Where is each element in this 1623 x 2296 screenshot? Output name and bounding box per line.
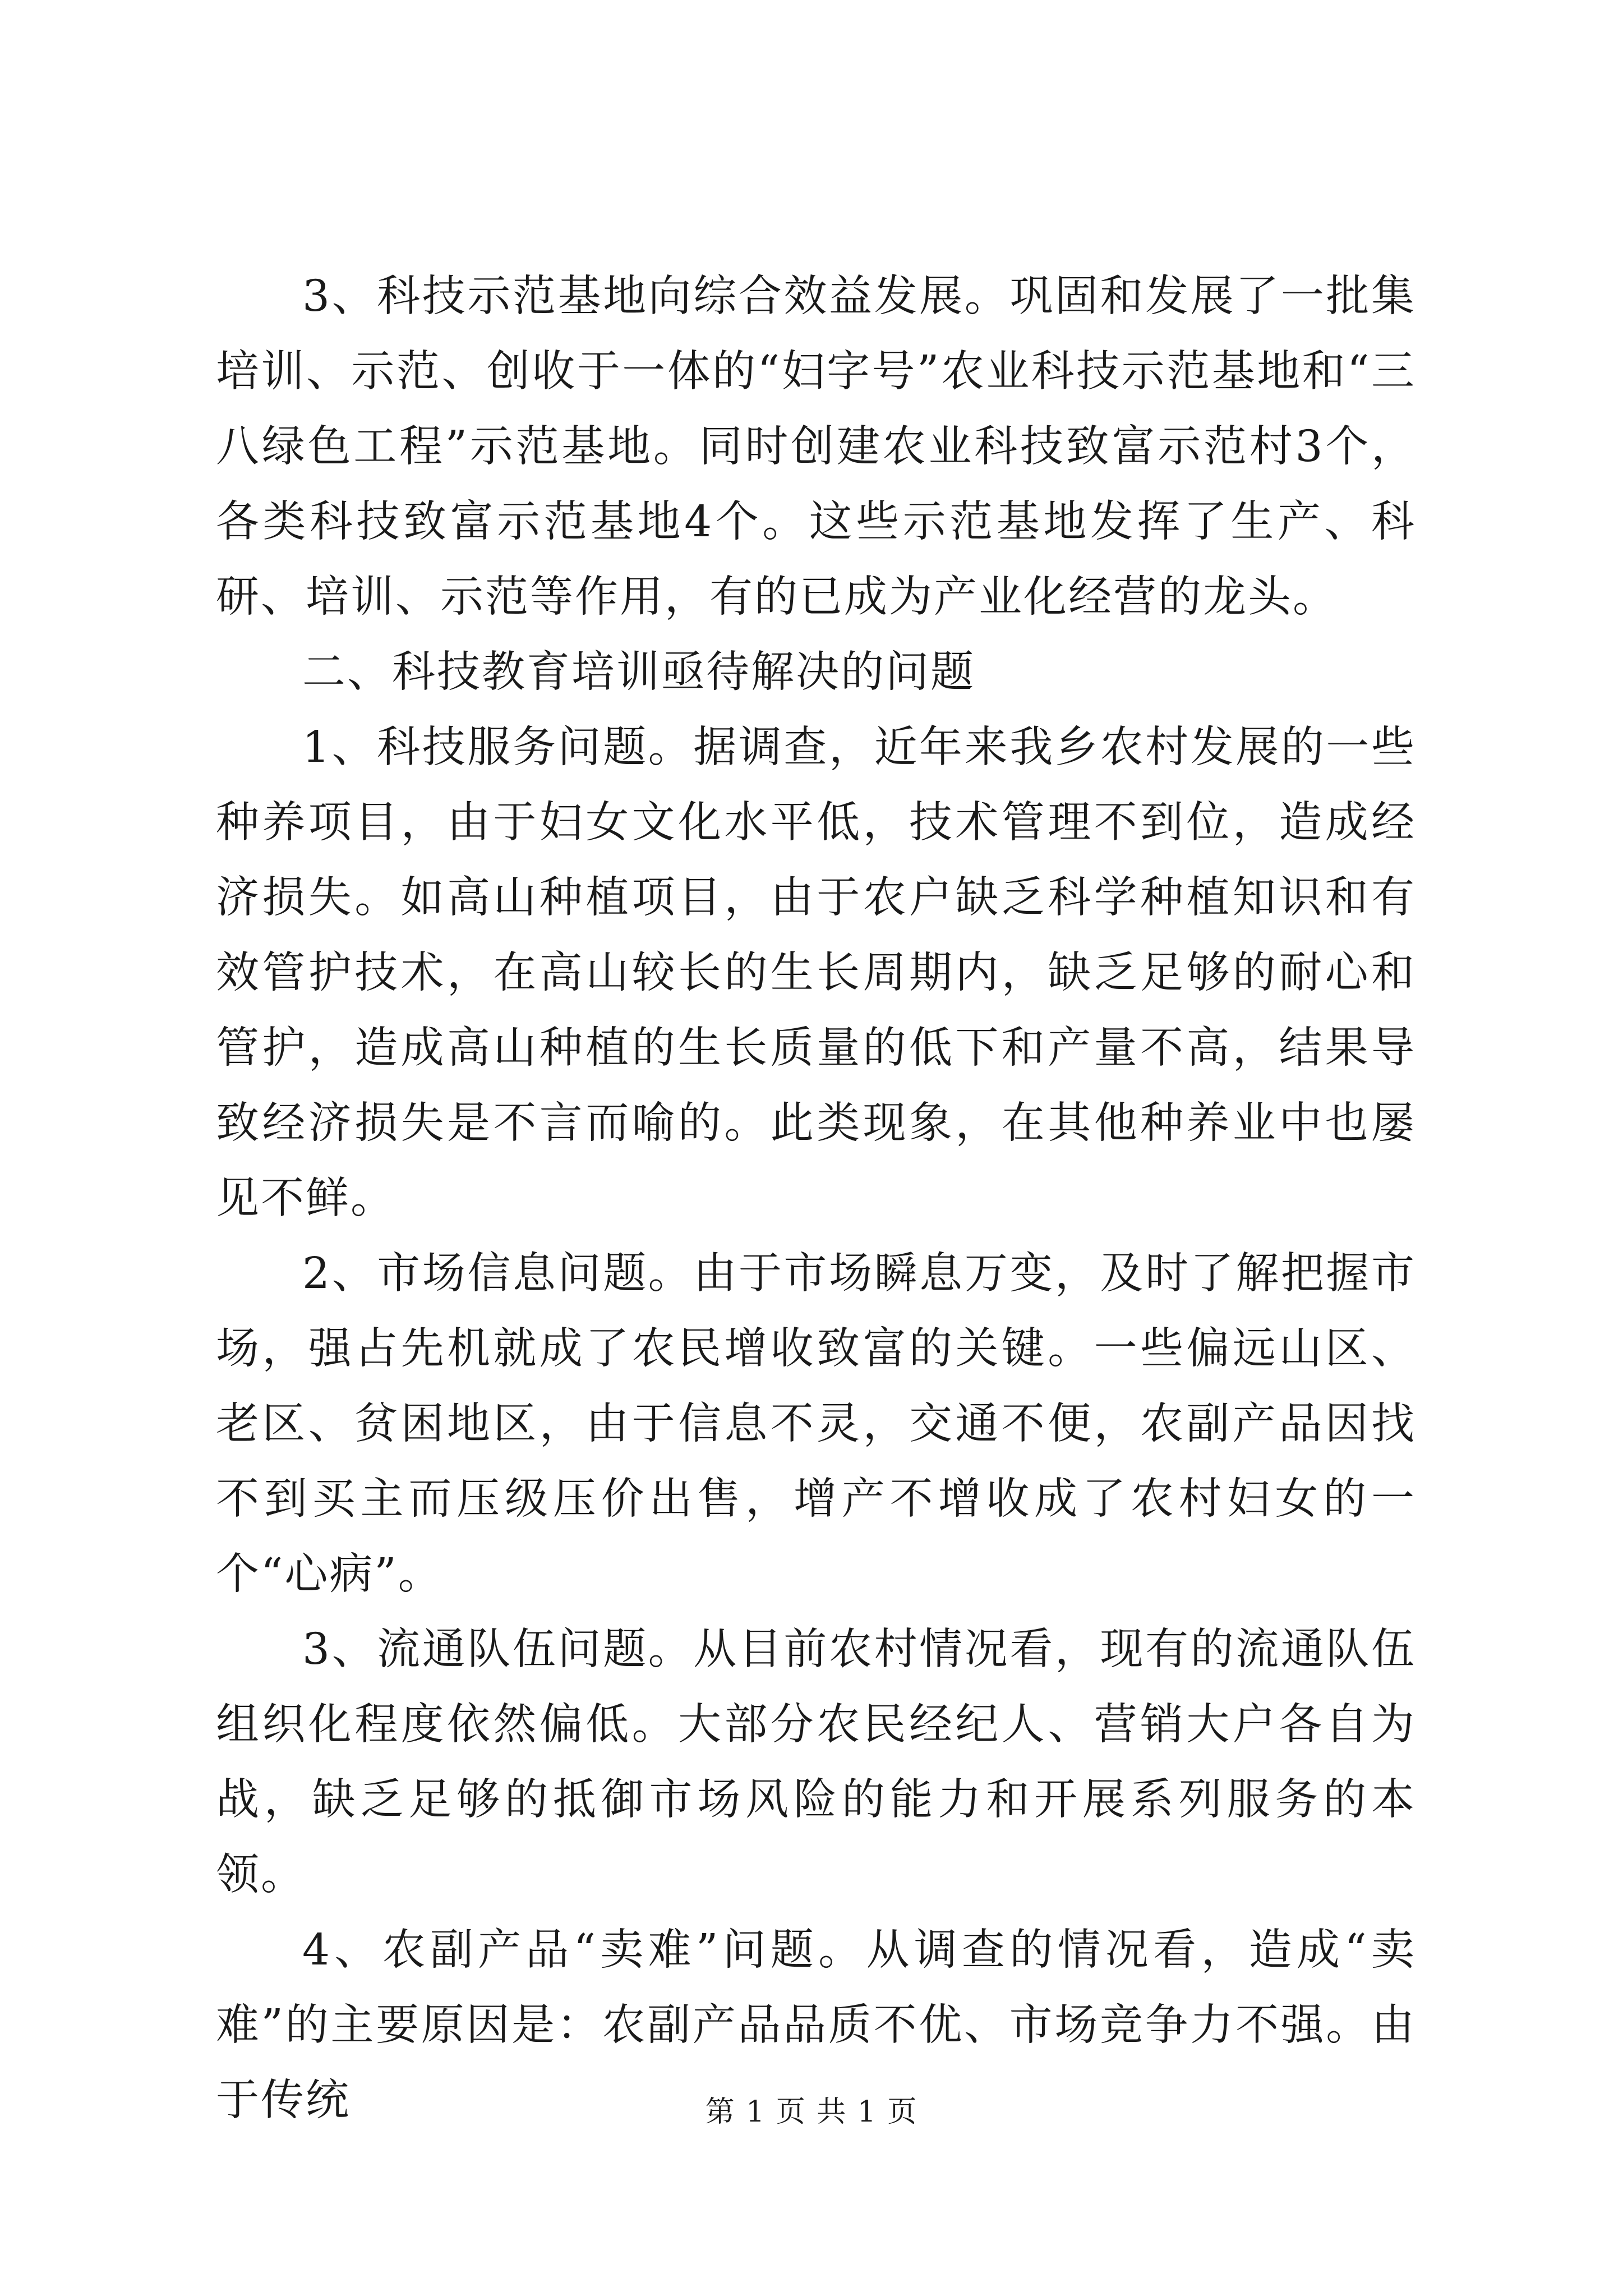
- paragraph-sales-difficulty: 4、农副产品“卖难”问题。从调查的情况看，造成“卖难”的主要原因是：农副产品品质不优、市场竞争力不强。由于传统: [216, 1925, 1416, 2125]
- paragraph-tech-service: 1、科技服务问题。据调查，近年来我乡农村发展的一些种养项目，由于妇女文化水平低，技术管理不到位，造成经济损失。如高山种植项目，由于农户缺乏科学种植知识和有效管护技术，在高山较长的生长周期内，缺乏足够的耐心和管护，造成高山种植的生长质量的低下和产量不高，结果导致经济损失是不言而喻的。此类现象，在其他种养业中也屡见不鲜。: [216, 723, 1416, 1223]
- section-heading-problems: 二、科技教育培训亟待解决的问题: [302, 647, 975, 697]
- document-body: [216, 259, 1416, 2138]
- paragraph-market-info: 2、市场信息问题。由于市场瞬息万变，及时了解把握市场，强占先机就成了农民增收致富的关键。一些偏远山区、老区、贫困地区，由于信息不灵，交通不便，农副产品因找不到买主而压级压价出售，增产不增收成了农村妇女的一个“心病”。: [216, 1249, 1416, 1599]
- paragraph-demonstration-bases: 3、科技示范基地向综合效益发展。巩固和发展了一批集培训、示范、创收于一体的“妇字号”农业科技示范基地和“三八绿色工程”示范基地。同时创建农业科技致富示范村3个，各类科技致富示范基地4个。这些示范基地发挥了生产、科研、培训、示范等作用，有的已成为产业化经营的龙头。: [216, 272, 1416, 622]
- paragraph-circulation-team: 3、流通队伍问题。从目前农村情况看，现有的流通队伍组织化程度依然偏低。大部分农民经纪人、营销大户各自为战，缺乏足够的抵御市场风险的能力和开展系列服务的本领。: [216, 1625, 1416, 1900]
- page-number-footer: 第 1 页 共 1 页: [705, 2095, 918, 2129]
